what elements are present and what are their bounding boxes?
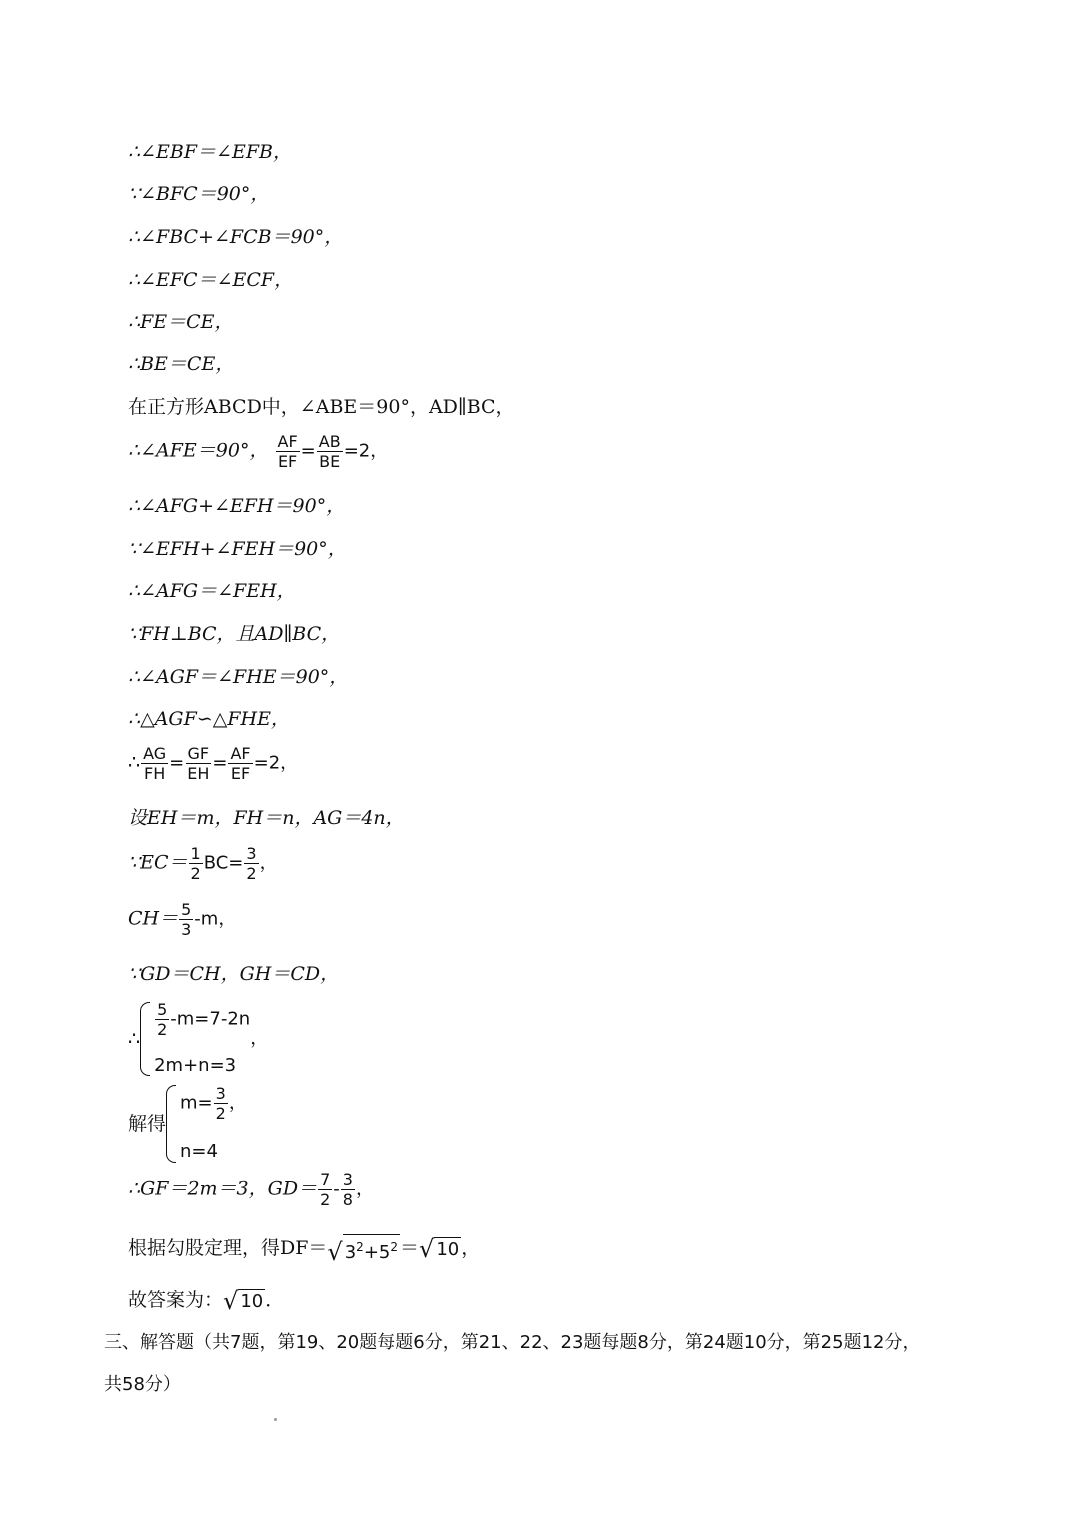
numerator: 3: [215, 1084, 226, 1103]
text: 解得: [128, 1113, 167, 1135]
fraction: [228, 744, 252, 783]
radicand: [343, 1234, 400, 1264]
fraction: [185, 744, 211, 783]
system-lines: [154, 1000, 250, 1078]
numerator: 3: [246, 844, 257, 863]
numerator: 7: [320, 1170, 331, 1189]
step-line: 在正方形ABCD中，∠ABE＝90°，AD∥BC，: [128, 396, 515, 418]
fraction: [244, 844, 258, 883]
left-brace: [140, 1002, 150, 1076]
system-line: [154, 1000, 250, 1039]
step-line: 设EH＝m，FH＝n，AG＝4n，: [128, 807, 405, 829]
fraction: [318, 1170, 332, 1209]
denominator: 8: [342, 1190, 353, 1209]
text: ，: [228, 1092, 247, 1114]
numerator: AG: [143, 744, 167, 763]
step-line: ∴BE＝CE，: [128, 353, 235, 375]
denominator: 2: [246, 864, 257, 883]
system-wrap: [128, 1084, 247, 1164]
text: -m=7-2n: [170, 1008, 251, 1030]
text: =: [212, 752, 228, 774]
step-line: ∵GD＝CH，GH＝CD，: [128, 963, 340, 985]
denominator: 2: [320, 1190, 331, 1209]
denominator: BE: [319, 452, 341, 471]
denominator: EH: [187, 764, 210, 783]
numerator: GF: [187, 744, 210, 763]
text: CH＝: [128, 907, 179, 930]
step-line-fraction: [128, 744, 298, 783]
section-heading-cont: 共58分）: [104, 1374, 181, 1395]
numerator: AB: [318, 432, 341, 451]
text: 故答案为：: [128, 1289, 224, 1311]
text: ∴: [128, 1028, 141, 1050]
numerator: 5: [181, 900, 192, 919]
text: ，: [250, 1028, 269, 1049]
step-line: ∴△AGF∽△FHE，: [128, 708, 290, 730]
text: =: [169, 752, 185, 774]
numerator: AF: [277, 432, 298, 451]
step-line-fraction: [128, 844, 278, 883]
step-line: ∴∠EBF＝∠EFB，: [128, 141, 292, 163]
fraction: [141, 744, 168, 783]
text: ∴GF＝2m＝3，GD＝: [128, 1177, 318, 1200]
denominator: FH: [144, 764, 166, 783]
exponent: 2: [356, 1240, 364, 1254]
radicand: 10: [436, 1239, 460, 1260]
scan-speck: [274, 1418, 277, 1421]
step-line: ∴∠AFG+∠EFH＝90°，: [128, 495, 346, 517]
fraction: [214, 1084, 228, 1123]
numerator: AF: [230, 744, 251, 763]
step-line-fraction: [128, 900, 236, 939]
denominator: 2: [190, 864, 201, 883]
fraction: [155, 1000, 169, 1039]
square-root: [419, 1237, 461, 1261]
system-wrap: [128, 1000, 268, 1078]
system-line: n=4: [180, 1141, 218, 1162]
fraction: [276, 432, 300, 471]
text: -m，: [194, 908, 237, 930]
text: ∴: [128, 751, 141, 774]
step-line-sqrt: [128, 1234, 480, 1264]
square-root: [223, 1289, 265, 1313]
step-line: ∴FE＝CE，: [128, 311, 234, 333]
text: m=: [180, 1092, 213, 1114]
text: ＝: [400, 1237, 420, 1259]
numerator: 1: [190, 844, 201, 863]
numerator: 5: [157, 1000, 168, 1019]
answer-line: [128, 1288, 284, 1313]
left-brace: [166, 1085, 176, 1163]
denominator: 2: [215, 1104, 226, 1123]
step-line: ∴∠EFC＝∠ECF，: [128, 269, 294, 291]
step-line: ∴∠AFG＝∠FEH，: [128, 580, 296, 602]
fraction: [189, 844, 203, 883]
equation-system: [128, 1000, 268, 1078]
text: +5: [363, 1242, 391, 1263]
system-line: 2m+n=3: [154, 1055, 237, 1076]
text: =2，: [343, 440, 389, 462]
denominator: 3: [181, 920, 192, 939]
text: ．: [265, 1289, 285, 1311]
radical-sign-icon: √: [327, 1238, 343, 1266]
step-line: ∵∠EFH+∠FEH＝90°，: [128, 538, 347, 560]
step-line: ∴∠AGF＝∠FHE＝90°，: [128, 666, 349, 688]
square-root: [327, 1234, 400, 1264]
system-line: [180, 1084, 247, 1123]
text: =: [300, 440, 316, 462]
text: =2，: [253, 752, 299, 774]
denominator: EF: [230, 764, 251, 783]
text: BC=: [203, 852, 244, 874]
text: ，: [461, 1237, 481, 1259]
radicand: 10: [240, 1291, 264, 1312]
equation-system: [128, 1084, 247, 1164]
step-line: ∴∠FBC+∠FCB＝90°，: [128, 226, 344, 248]
fraction: [317, 432, 343, 471]
step-line: ∵FH⊥BC，且AD∥BC，: [128, 623, 341, 645]
fraction: [341, 1170, 355, 1209]
step-line-fraction: [128, 1170, 374, 1209]
text: ，: [259, 852, 278, 874]
text: 3: [344, 1242, 357, 1263]
step-line-fraction: [128, 432, 388, 471]
radical-sign-icon: √: [419, 1235, 435, 1263]
text: -: [333, 1178, 340, 1200]
denominator: EF: [277, 452, 298, 471]
text: ∵EC＝: [128, 851, 188, 874]
text: ∴∠AFE＝90°，: [128, 439, 269, 462]
section-heading: 三、解答题（共7题，第19、20题每题6分，第21、22、23题每题8分，第24题10分，第25题12分，: [104, 1332, 921, 1353]
step-line: ∵∠BFC＝90°，: [128, 183, 270, 205]
fraction: [179, 900, 193, 939]
system-lines: [180, 1084, 247, 1164]
numerator: 3: [342, 1170, 353, 1189]
denominator: 2: [157, 1020, 168, 1039]
text: ，: [355, 1178, 374, 1200]
text: 根据勾股定理，得DF＝: [128, 1237, 328, 1259]
exponent: 2: [390, 1240, 398, 1254]
radical-sign-icon: √: [223, 1287, 239, 1315]
